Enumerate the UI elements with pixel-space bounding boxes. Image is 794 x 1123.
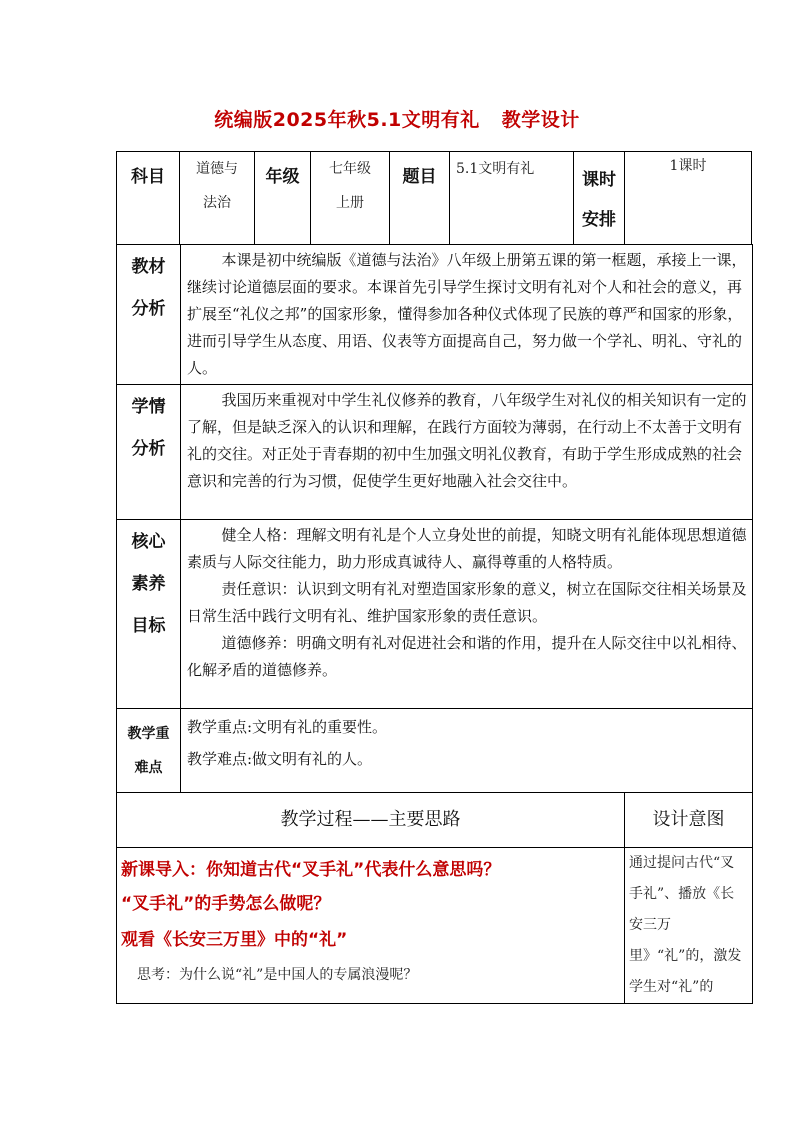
goals-row: [117, 520, 753, 709]
learner-label-line1: 学情: [131, 397, 166, 417]
learner-text: 我国历来重视对中学生礼仪修养的教育，八年级学生对礼仪的相关知识有一定的了解，但是缺乏深入的认识和理解，在践行方面较为薄弱，在行动上不太善于文明有礼的交往。对正处于青春期的初中生加强文明礼仪教育，有助于学生形成成熟的社会意识和完善的行为习惯，促使学生更好地融入社会交往中。: [187, 391, 747, 490]
goal-item: 健全人格：理解文明有礼是个人立身处世的前提，知晓文明有礼能体现思想道德素质与人际交往能力，助力形成真诚待人、赢得尊重的人格特质。: [187, 526, 747, 571]
grade-label-cell: [254, 151, 311, 245]
intro-question-1: 新课导入：你知道古代“叉手礼”代表什么意思吗？: [121, 860, 501, 880]
goal-item: 责任意识：认识到文明有礼对塑造国家形象的意义，树立在国际交往相关场景及日常生活中践行文明有礼、维护国家形象的责任意识。: [187, 580, 747, 625]
grade-value-cell: [310, 151, 390, 245]
grade-value-line1: 七年级: [329, 161, 371, 177]
goals-label-cell: [117, 520, 181, 709]
goals-label-line2: 素养: [131, 574, 166, 594]
subject-value-line1: 道德与: [196, 161, 238, 177]
difficulty-point: 教学难点:做文明有礼的人。: [187, 750, 373, 768]
goals-text-cell: [181, 520, 753, 709]
intent-head: 设计意图: [652, 809, 725, 830]
intent-body-cell: [625, 848, 753, 1004]
learner-row: [117, 385, 753, 520]
intent-text: 通过提问古代“叉手礼”、播放《长安三万里》“礼”的，激发学生对“礼”的: [629, 855, 742, 995]
goals-label-line3: 目标: [131, 616, 166, 636]
grade-value-line2: 上册: [336, 195, 364, 211]
learner-label-line2: 分析: [131, 439, 166, 459]
subject-value-cell: [179, 151, 255, 245]
topic-label-cell: [389, 151, 450, 245]
keypoints-label-line2: 难点: [134, 760, 163, 776]
analysis-text: 本课是初中统编版《道德与法治》八年级上册第五课的第一框题，承接上一课，继续讨论道德层面的要求。本课首先引导学生探讨文明有礼对个人和社会的意义，再扩展至“礼仪之邦”的国家形象，懂得参加各种仪式体现了民族的尊严和国家的形象，进而引导学生从态度、用语、仪表等方面提高自己，努力做一个学礼、明礼、守礼的人。: [187, 251, 747, 377]
analysis-label-cell: [117, 245, 181, 385]
goals-label-line1: 核心: [131, 532, 166, 552]
goal-item: 道德修养：明确文明有礼对促进社会和谐的作用，提升在人际交往中以礼相待、化解矛盾的道德修养。: [187, 634, 747, 679]
keypoints-row: [117, 709, 753, 793]
intro-video: 观看《长安三万里》中的“礼”: [121, 930, 348, 950]
period-value: 1课时: [669, 158, 707, 174]
process-header-row: [117, 793, 753, 848]
period-value-cell: [624, 151, 752, 245]
period-label-line2: 安排: [582, 210, 616, 230]
intent-head-cell: [625, 793, 753, 848]
intro-question-2: “叉手礼”的手势怎么做呢？: [121, 894, 331, 914]
process-body-cell: [117, 848, 625, 1004]
period-label-cell: [573, 151, 625, 245]
learner-text-cell: [181, 385, 753, 520]
analysis-row: [117, 245, 753, 385]
lesson-plan-table: [116, 244, 753, 1004]
grade-label: 年级: [265, 167, 300, 187]
period-label-line1: 课时: [582, 170, 616, 190]
key-point: 教学重点:文明有礼的重要性。: [187, 718, 388, 736]
keypoints-label-cell: [117, 709, 181, 793]
document-title: [0, 105, 794, 132]
keypoints-text-cell: [181, 709, 753, 793]
analysis-text-cell: [181, 245, 753, 385]
topic-value: 5.1文明有礼: [456, 161, 535, 177]
process-head: 教学过程——主要思路: [280, 809, 461, 830]
analysis-label-line2: 分析: [131, 299, 166, 319]
subject-value-line2: 法治: [203, 195, 231, 211]
title-main: 统编版2025年秋5.1文明有礼: [214, 109, 480, 131]
subject-label-cell: [116, 151, 180, 245]
keypoints-label-line1: 教学重: [127, 726, 170, 742]
title-sub: 教学设计: [501, 109, 580, 131]
analysis-label-line1: 教材: [131, 257, 166, 277]
process-head-cell: [117, 793, 625, 848]
subject-label: 科目: [131, 167, 165, 187]
think-question: 思考：为什么说“礼”是中国人的专属浪漫呢？: [137, 967, 418, 983]
topic-label: 题目: [402, 167, 437, 187]
topic-value-cell: [449, 151, 574, 245]
learner-label-cell: [117, 385, 181, 520]
process-body-row: [117, 848, 753, 1004]
